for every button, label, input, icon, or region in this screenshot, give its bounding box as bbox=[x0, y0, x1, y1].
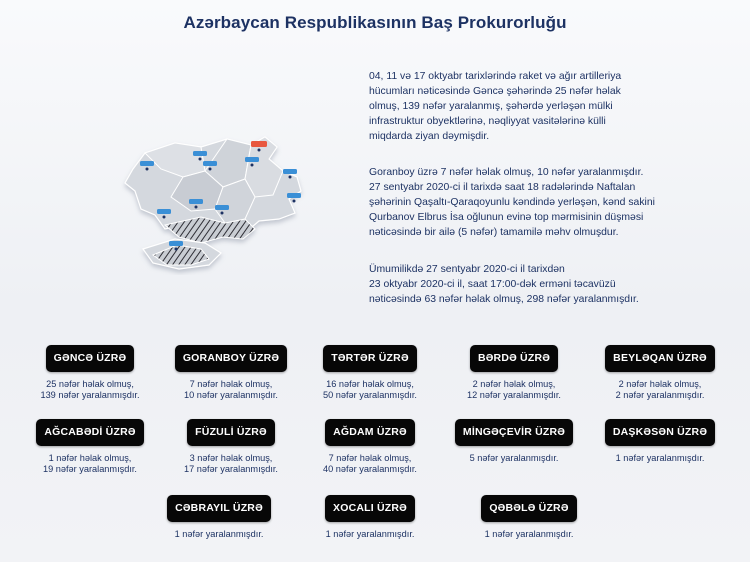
region-card-ganca bbox=[20, 345, 160, 401]
region-card-qebele bbox=[459, 495, 599, 540]
region-card-cebrayil bbox=[149, 495, 289, 540]
region-card-agcabedi bbox=[20, 419, 160, 475]
page-title: Azərbaycan Respublikasının Baş Prokurorluğu bbox=[183, 13, 567, 32]
region-stats: 5 nəfər yaralanmışdır. bbox=[469, 453, 559, 463]
region-stats: 7 nəfər həlak olmuş, 10 nəfər yaralanmışdır. bbox=[184, 379, 278, 400]
region-badge: TƏRTƏR ÜZRƏ bbox=[323, 345, 417, 372]
summary-paragraph-ganja: 04, 11 və 17 oktyabr tarixlərində raket və ağır artilleriya hücumları nəticəsində Gəncə şəhərində 25 nəfər həlak olmuş, 139 nəfər yaralanmış, şəhərdə yerləşən mülki infrastruktur obyektlərinə, nəqliyyat vasitələrinə külli miqdarda ziyan dəymişdir. bbox=[369, 71, 622, 142]
region-card-xocali bbox=[300, 495, 440, 540]
region-stats: 16 nəfər həlak olmuş, 50 nəfər yaralanmışdır. bbox=[323, 379, 417, 400]
region-badge: BƏRDƏ ÜZRƏ bbox=[470, 345, 558, 372]
region-badge: CƏBRAYIL ÜZRƏ bbox=[167, 495, 271, 522]
region-stats: 1 nəfər yaralanmışdır. bbox=[484, 529, 574, 539]
region-badge: BEYLƏQAN ÜZRƏ bbox=[605, 345, 715, 372]
region-badge: GORANBOY ÜZRƏ bbox=[175, 345, 287, 372]
region-stats: 1 nəfər yaralanmışdır. bbox=[325, 529, 415, 539]
region-stats: 1 nəfər həlak olmuş, 19 nəfər yaralanmışdır. bbox=[43, 453, 137, 474]
region-stats: 2 nəfər həlak olmuş, 2 nəfər yaralanmışdır. bbox=[615, 379, 705, 400]
region-badge: MİNGƏÇEVİR ÜZRƏ bbox=[455, 419, 573, 446]
region-stats: 1 nəfər yaralanmışdır. bbox=[615, 453, 705, 463]
region-badge: XOCALI ÜZRƏ bbox=[325, 495, 415, 522]
region-card-goranboy bbox=[161, 345, 301, 401]
region-card-terter bbox=[300, 345, 440, 401]
region-map-illustration bbox=[105, 125, 335, 275]
region-card-daskesen bbox=[590, 419, 730, 464]
region-badge: AĞDAM ÜZRƏ bbox=[325, 419, 415, 446]
summary-paragraph-total: Ümumilikdə 27 sentyabr 2020-ci il tarixdən 23 oktyabr 2020-ci il, saat 17:00-dək erməni təcavüzü nəticəsində 63 nəfər həlak olmuş, 298 nəfər yaralanmışdır. bbox=[369, 264, 639, 305]
region-stats: 25 nəfər həlak olmuş, 139 nəfər yaralanmışdır. bbox=[40, 379, 140, 400]
region-stats: 2 nəfər həlak olmuş, 12 nəfər yaralanmışdır. bbox=[467, 379, 561, 400]
region-card-agdam bbox=[300, 419, 440, 475]
region-badge: GƏNCƏ ÜZRƏ bbox=[46, 345, 135, 372]
region-card-mingecevir bbox=[444, 419, 584, 464]
region-badge: QƏBƏLƏ ÜZRƏ bbox=[481, 495, 576, 522]
region-card-fuzuli bbox=[161, 419, 301, 475]
region-stats: 3 nəfər həlak olmuş, 17 nəfər yaralanmışdır. bbox=[184, 453, 278, 474]
region-badge: FÜZULİ ÜZRƏ bbox=[187, 419, 275, 446]
region-card-beyleqan bbox=[590, 345, 730, 401]
summary-paragraph-goranboy: Goranboy üzrə 7 nəfər həlak olmuş, 10 nəfər yaralanmışdır. 27 sentyabr 2020-ci il tarixdə saat 18 radələrində Naftalan şəhərinin Qaşaltı-Qaraqoyunlu kəndində yerləşən, kənd sakini Qurbanov Elbrus İsa oğlunun evinə top mərmisinin düşməsi nəticəsində bir ailə (5 nəfər) tamamilə məhv olmuşdur. bbox=[369, 167, 655, 238]
region-badge: AĞCABƏDİ ÜZRƏ bbox=[36, 419, 143, 446]
region-stats: 7 nəfər həlak olmuş, 40 nəfər yaralanmışdır. bbox=[323, 453, 417, 474]
region-stats: 1 nəfər yaralanmışdır. bbox=[174, 529, 264, 539]
region-badge: DAŞKƏSƏN ÜZRƏ bbox=[605, 419, 715, 446]
region-card-berde bbox=[444, 345, 584, 401]
